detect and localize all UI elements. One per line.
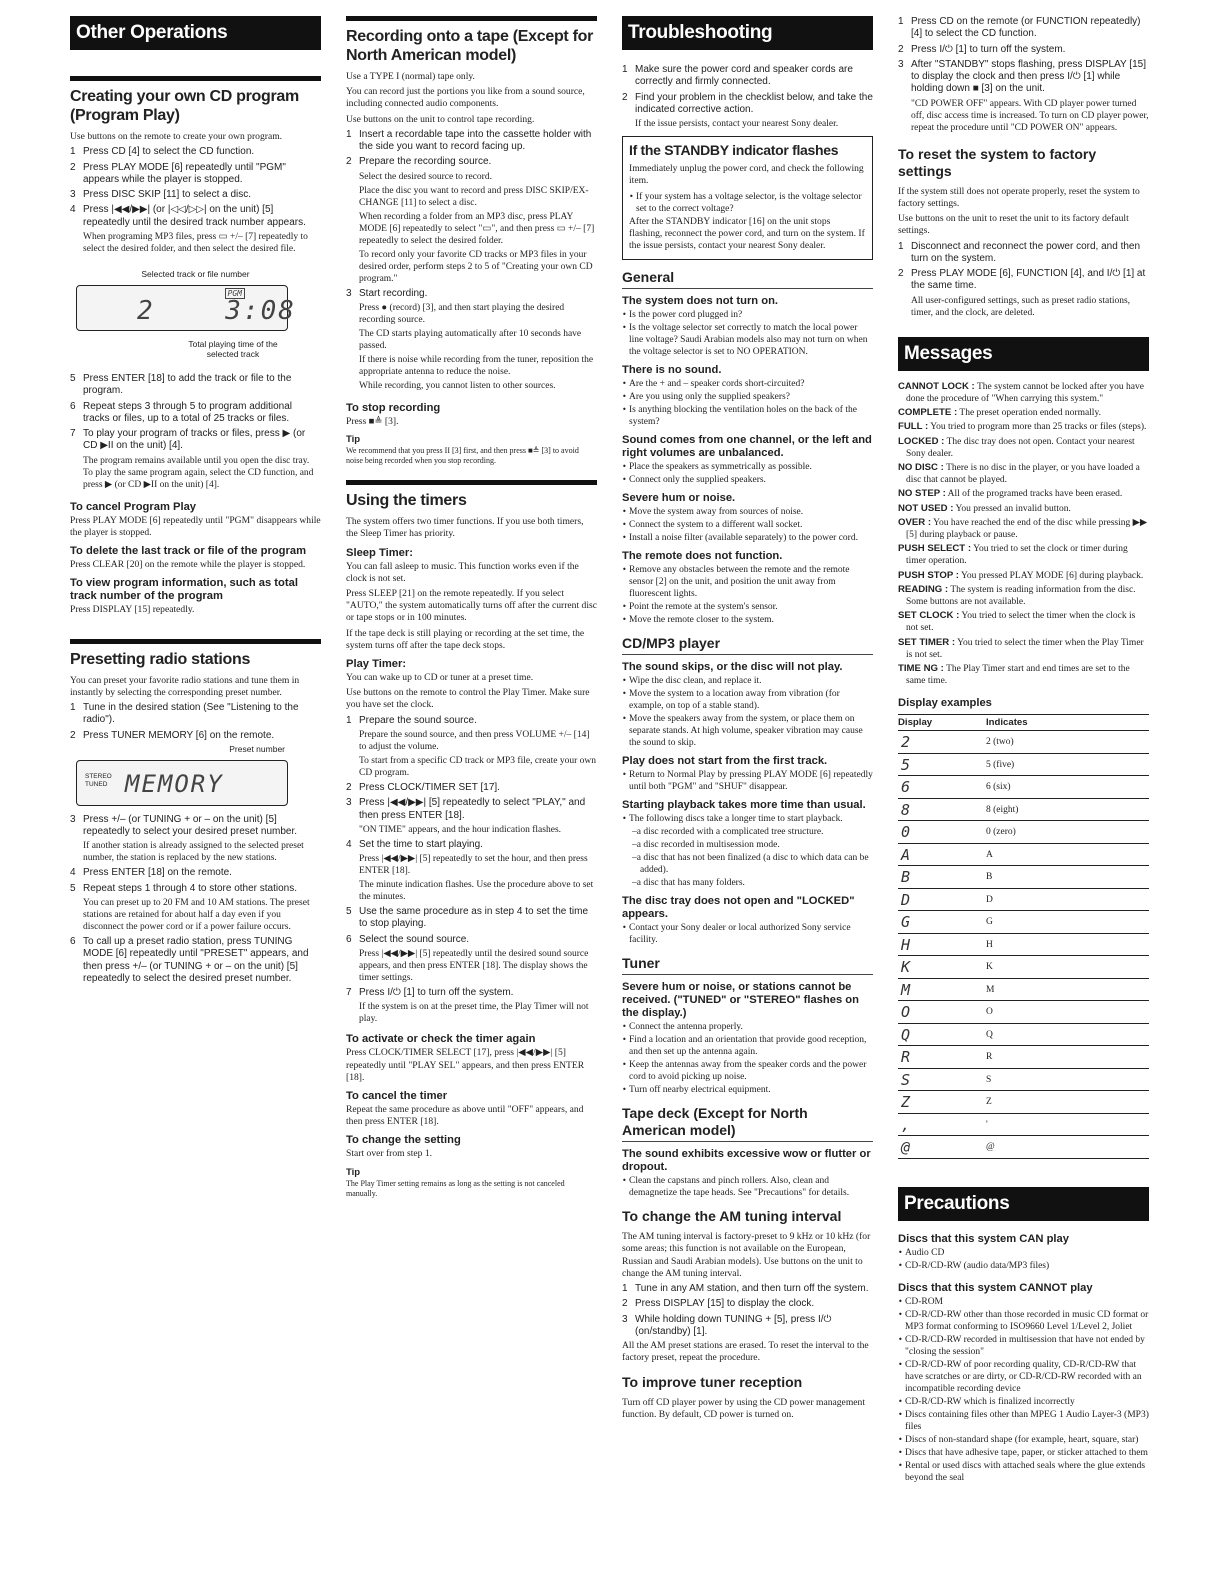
timer-step-6a: Press |◀◀/▶▶| [5] repeatedly until the desired sound source appears, and then press ENTER [18]. The display shows the timer settings. — [359, 949, 589, 984]
tp1-heading: The sound exhibits excessive wow or flutter or dropout. — [622, 1148, 871, 1174]
list-item: • Connect only the supplied speakers. — [622, 474, 873, 486]
preset-step-5: 5 Repeat steps 1 through 4 to store other stations. — [70, 882, 298, 894]
ts-step-1: 1 Make sure the power cord and speaker cords are correctly and firmly connected. — [622, 64, 853, 88]
lcd-display-figure — [76, 285, 296, 331]
heading-am-interval: To change the AM tuning interval — [622, 1208, 842, 1225]
column-1 — [70, 16, 321, 987]
list-item: • Find a location and an orientation that provide good reception, and then set up the antenna again. — [622, 1034, 873, 1058]
preset-step-4: 4 Press ENTER [18] on the remote. — [70, 867, 232, 879]
program-intro: Use buttons on the remote to create your own program. — [70, 131, 283, 142]
list-item: • The following discs take a longer time to start playback. — [622, 813, 873, 825]
list-item: • Discs containing files other than MPEG 1 Audio Layer-3 (MP3) files — [898, 1409, 1149, 1433]
list-item: • Connect the system to a different wall socket. — [622, 519, 873, 531]
heading-cancel-timer: To cancel the timer — [346, 1089, 448, 1102]
list-item: • CD-R/CD-RW which is finalized incorrectly — [898, 1396, 1149, 1408]
list-item: • Remove any obstacles between the remote and the remote sensor [2] on the unit, and position the unit away from fluorescent lights. — [622, 564, 873, 600]
rec-step-2a: Select the desired source to record. — [359, 171, 492, 182]
program-step-5: 5 Press ENTER [18] to add the track or file to the program. — [70, 372, 292, 397]
heading-cannot-play: Discs that this system CANNOT play — [898, 1281, 1093, 1294]
figure-label-total-time: Total playing time of the selected track — [188, 338, 278, 359]
list-item: • Audio CD — [898, 1247, 1149, 1259]
program-step-1: 1 Press CD [4] to select the CD function. — [70, 146, 255, 158]
list-item: • CD-R/CD-RW (audio data/MP3 files) — [898, 1260, 1149, 1272]
list-item: –a disc recorded with a complicated tree structure. — [632, 827, 824, 838]
ts-step-2: 2 Find your problem in the checklist below, and take the indicated corrective action. — [622, 91, 873, 115]
preset-step-1: 1 Tune in the desired station (See "Listening to the radio"). — [70, 701, 299, 726]
timer-step-6: 6 Select the sound source. — [346, 933, 470, 945]
preset-step-5-note: You can preset up to 20 FM and 10 AM stations. The preset stations are retained for about half a day even if you disconnect the power cord or if a power failure occurs. — [83, 898, 310, 933]
list-item: • Place the speakers as symmetrically as possible. — [622, 461, 873, 473]
rec-step-2b: Place the disc you want to record and press DISC SKIP/EX-CHANGE [11] to select a disc. — [359, 185, 589, 208]
reset-t1: If the system still does not operate properly, reset the system to factory settings. — [898, 185, 1140, 209]
table-row: @ @ — [898, 1136, 1149, 1159]
table-row: O O — [898, 1001, 1149, 1024]
text-change-setting: Start over from step 1. — [346, 1148, 433, 1160]
timer-step-1b: To start from a specific CD track or MP3 file, create your own CD program. — [359, 755, 597, 778]
section-title-messages: Messages — [898, 337, 1149, 371]
lcd-memory-readout: MEMORY — [125, 769, 224, 798]
tip-heading: Tip — [346, 1166, 361, 1178]
list-item: • Install a noise filter (available separately) to the power cord. — [622, 532, 873, 544]
table-row: H H — [898, 933, 1149, 956]
table-header-row — [898, 715, 1149, 731]
table-row: G G — [898, 911, 1149, 934]
message-item: NO DISC : There is no disc in the player, or you have loaded a disc that cannot be played. — [898, 462, 1140, 486]
lcd-pgm-indicator: PGM — [225, 288, 245, 299]
table-row: S S — [898, 1068, 1149, 1091]
g3-heading: Sound comes from one channel, or the left and right volumes are unbalanced. — [622, 434, 872, 460]
g5-heading: The remote does not function. — [622, 550, 783, 563]
section-title-precautions: Precautions — [898, 1187, 1149, 1221]
timer-step-1a: Prepare the sound source, and then press VOLUME +/– [14] to adjust the volume. — [359, 729, 590, 752]
column-header-display: Display — [898, 715, 986, 731]
lcd-memory-figure — [76, 760, 288, 806]
column-2 — [346, 16, 597, 1202]
am-t2: All the AM preset stations are erased. To reset the interval to the factory preset, repeat the procedure. — [622, 1340, 869, 1364]
message-item: SET CLOCK : You tried to select the timer when the clock is not set. — [898, 610, 1136, 634]
table-row: A A — [898, 843, 1149, 866]
heading-sleep-timer: Sleep Timer: — [346, 546, 413, 559]
preset-step-3-note: If another station is already assigned to the selected preset number, the station is replaced by the new stations. — [83, 841, 304, 864]
divider — [346, 16, 597, 21]
table-row: 0 0 (zero) — [898, 821, 1149, 844]
g1-heading: The system does not turn on. — [622, 295, 779, 308]
heading-presetting: Presetting radio stations — [70, 650, 251, 668]
cdpower-step-1: 1 Press CD on the remote (or FUNCTION repeatedly) [4] to select the CD function. — [898, 16, 1141, 40]
list-item: • Rental or used discs with attached seals where the glue extends beyond the seal — [898, 1460, 1149, 1484]
rec-step-2d: To record only your favorite CD tracks or MP3 files in your desired order, perform steps 2 to 5 of "Creating your own CD program." — [359, 249, 593, 284]
list-item: • Discs of non-standard shape (for example, heart, square, star) — [898, 1434, 1149, 1446]
preset-step-3: 3 Press +/– (or TUNING + or – on the unit) [5] repeatedly to select your desired preset number. — [70, 813, 298, 838]
timer-step-7: 7 Press I/⏻ [1] to turn off the system. — [346, 987, 514, 999]
rec-step-3b: The CD starts playing automatically after 10 seconds have passed. — [359, 329, 582, 351]
program-step-6: 6 Repeat steps 3 through 5 to program additional tracks or files, up to a total of 25 tracks or files. — [70, 400, 293, 424]
text-view-program: Press DISPLAY [15] repeatedly. — [70, 604, 195, 616]
heading-display-examples: Display examples — [898, 697, 992, 710]
message-item: COMPLETE : The preset operation ended normally. — [898, 407, 1101, 419]
message-item: PUSH STOP : You pressed PLAY MODE [6] during playback. — [898, 569, 1144, 581]
heading-timers: Using the timers — [346, 492, 467, 510]
table-row: B B — [898, 866, 1149, 889]
table-row: 8 8 (eight) — [898, 798, 1149, 821]
tip-heading: Tip — [346, 434, 361, 446]
rec-step-3a: Press ● (record) [3], and then start playing the desired recording source. — [359, 303, 565, 325]
list-item: • Discs that have adhesive tape, paper, or sticker attached to them — [898, 1447, 1149, 1459]
table-row: Z Z — [898, 1091, 1149, 1114]
column-3 — [622, 16, 873, 1424]
list-item: • Are the + and – speaker cords short-circuited? — [622, 378, 873, 390]
list-item: • Clean the capstans and pinch rollers. Also, clean and demagnetize the tape heads. See "Precautions" for details. — [622, 1175, 873, 1199]
program-step-2: 2 Press PLAY MODE [6] repeatedly until "PGM" appears while the player is stopped. — [70, 161, 286, 185]
play-t1: You can wake up to CD or tuner at a preset time. — [346, 672, 534, 684]
sleep-t2: Press SLEEP [21] on the remote repeatedly. If you select "AUTO," the system automatically turns off after the current disc or tape stops or in 100 minutes. — [346, 588, 597, 624]
table-row: M M — [898, 978, 1149, 1001]
c3-heading: Starting playback takes more time than usual. — [622, 799, 866, 812]
am-t1: The AM tuning interval is factory-preset to 9 kHz or 10 kHz (for some areas; this function is not available on the European, Russian and Saudi Arabian models). Use buttons on the unit to change the AM tuning interval. — [622, 1231, 871, 1279]
list-item: • Point the remote at the system's sensor. — [622, 601, 873, 613]
divider — [70, 76, 321, 81]
figure-label-preset-number: Preset number — [229, 743, 285, 754]
list-item: • Connect the antenna properly. — [622, 1021, 873, 1033]
divider — [346, 480, 597, 485]
text-delete-track: Press CLEAR [20] on the remote while the player is stopped. — [70, 559, 306, 571]
list-item: –a disc that has many folders. — [632, 878, 745, 889]
list-item: • Keep the antennas away from the speaker cords and the power cord to avoid picking up noise. — [622, 1059, 873, 1083]
program-step-3: 3 Press DISC SKIP [11] to select a disc. — [70, 189, 252, 201]
list-item: • Is the power cord plugged in? — [622, 309, 873, 321]
timer-step-3a: "ON TIME" appears, and the hour indication flashes. — [359, 824, 562, 835]
standby-box — [622, 136, 873, 260]
rec-step-3d: While recording, you cannot listen to other sources. — [359, 381, 556, 391]
rec-step-3: 3 Start recording. — [346, 287, 428, 299]
program-step-7: 7 To play your program of tracks or files, press ▶ (or CD ▶II on the unit) [4]. — [70, 428, 306, 452]
table-row: K K — [898, 956, 1149, 979]
cdpower-step-2: 2 Press I/⏻ [1] to turn off the system. — [898, 43, 1066, 55]
heading-tape-deck: Tape deck (Except for North American model) — [622, 1105, 873, 1142]
section-title-other-operations: Other Operations — [70, 16, 321, 50]
section-title-troubleshooting: Troubleshooting — [622, 16, 873, 50]
rec-step-2c: When recording a folder from an MP3 disc, press PLAY MODE [6] repeatedly to select "▭", and then press ▭ +/– [7] repeatedly to select the desired folder. — [359, 211, 595, 246]
figure-label-selected-track: Selected track or file number — [141, 268, 250, 279]
program-step-4-note: When programing MP3 files, press ▭ +/– [7] repeatedly to select the desired folder, and then select the desired file. — [83, 231, 308, 254]
divider — [70, 639, 321, 644]
timer-step-4: 4 Set the time to start playing. — [346, 838, 483, 850]
table-row: , ' — [898, 1113, 1149, 1136]
list-item: • Move the system away from sources of noise. — [622, 506, 873, 518]
reset-step-2: 2 Press PLAY MODE [6], FUNCTION [4], and I/⏻ [1] at the same time. — [898, 268, 1146, 292]
g2-heading: There is no sound. — [622, 364, 722, 377]
heading-change-setting: To change the setting — [346, 1134, 461, 1147]
rec-p1: Use a TYPE I (normal) tape only. — [346, 71, 475, 82]
timer-step-5: 5 Use the same procedure as in step 4 to set the time to stop playing. — [346, 906, 589, 930]
list-item: • Move the remote closer to the system. — [622, 614, 873, 626]
rec-step-2: 2 Prepare the recording source. — [346, 156, 492, 168]
heading-delete-track: To delete the last track or file of the program — [70, 545, 307, 558]
heading-recording: Recording onto a tape (Except for North American model) — [346, 28, 594, 64]
lcd-stereo-tuned: STEREO TUNED — [85, 772, 112, 788]
table-row: D D — [898, 888, 1149, 911]
table-row: 6 6 (six) — [898, 776, 1149, 799]
heading-stop-recording: To stop recording — [346, 402, 441, 414]
am-step-2: 2 Press DISPLAY [15] to display the clock. — [622, 1298, 815, 1310]
preset-intro: You can preset your favorite radio stations and tune them in instantly by selecting the corresponding preset number. — [70, 674, 300, 698]
list-item: • Is the voltage selector set correctly to match the local power line voltage? Saudi Arabian models also may not turn on when the voltage selector is set to NO OPERATION. — [622, 322, 873, 358]
tip-recording: We recommend that you press II [3] first, and then press ■≜ [3] to avoid noise being recorded when you stop recording. — [346, 446, 579, 466]
improve-t: Turn off CD player power by using the CD power management function. By default, CD power is turned on. — [622, 1396, 866, 1420]
timer-step-3: 3 Press |◀◀/▶▶| [5] repeatedly to select "PLAY," and then press ENTER [18]. — [346, 797, 586, 821]
list-item: • Move the system to a location away from vibration (for example, on top of a stable stand). — [622, 688, 873, 712]
message-item: READING : The system is reading information from the disc. Some buttons are not available. — [898, 583, 1136, 608]
list-item: • Return to Normal Play by pressing PLAY MODE [6] repeatedly until both "PGM" and "SHUF" disappear. — [622, 769, 873, 793]
c1-heading: The sound skips, or the disc will not play. — [622, 661, 843, 674]
reset-t2: Use buttons on the unit to reset the unit to its factory default settings. — [898, 213, 1129, 237]
rec-step-3c: If there is noise while recording from the tuner, reposition the appropriate antenna to reduce the noise. — [359, 355, 594, 377]
heading-cancel-program: To cancel Program Play — [70, 500, 197, 513]
list-item: • Contact your Sony dealer or local authorized Sony service facility. — [622, 922, 873, 946]
standby-t2: After the STANDBY indicator [16] on the unit stops flashing, reconnect the power cord, and turn on the system. If the issue persists, contact your nearest Sony dealer. — [629, 215, 865, 251]
heading-general: General — [622, 269, 873, 289]
standby-t1: Immediately unplug the power cord, and check the following item. — [629, 163, 864, 187]
list-item: • Are you using only the supplied speakers? — [622, 391, 873, 403]
list-item: • Is anything blocking the ventilation holes on the back of the system? — [622, 404, 873, 428]
list-item: • CD-R/CD-RW of poor recording quality, CD-R/CD-RW that have scratches or are dirty, or CD-R/CD-RW recorded with an incompatible recording device — [898, 1359, 1149, 1395]
rec-p3: Use buttons on the unit to control tape recording. — [346, 113, 535, 125]
reset-step-2-note: All user-configured settings, such as preset radio stations, timer, and the clock, are deleted. — [911, 295, 1131, 318]
heading-cd-mp3: CD/MP3 player — [622, 635, 873, 655]
timer-step-7a: If the system is on at the preset time, the Play Timer will not play. — [359, 1002, 589, 1025]
message-item: LOCKED : The disc tray does not open. Contact your nearest Sony dealer. — [898, 435, 1135, 459]
message-item: SET TIMER : You tried to select the timer when the Play Timer is not set. — [898, 636, 1144, 660]
messages-list — [898, 381, 1149, 688]
list-item: • CD-ROM — [898, 1296, 1149, 1308]
sleep-t3: If the tape deck is still playing or recording at the set time, the system turns off after the tape deck stops. — [346, 627, 585, 651]
timer-step-1: 1 Prepare the sound source. — [346, 714, 477, 726]
reset-step-1: 1 Disconnect and reconnect the power cord, and then turn on the system. — [898, 240, 1141, 264]
cdpower-step-3: 3 After "STANDBY" stops flashing, press DISPLAY [15] to display the clock and then press I/⏻ [1] while holding down ■ [3] on the unit. — [898, 58, 1146, 95]
display-examples-table — [898, 714, 1149, 1159]
program-step-7-note: The program remains available until you open the disc tray. To play the same program again, select the CD function, and press ▶ (or CD ▶II on the unit) [4]. — [83, 455, 314, 490]
heading-tuner: Tuner — [622, 955, 873, 975]
table-row: 2 2 (two) — [898, 731, 1149, 754]
timers-intro: The system offers two timer functions. If you use both timers, the Sleep Timer has priority. — [346, 516, 584, 540]
cdpower-step-3-note: "CD POWER OFF" appears. With CD player power turned off, disc access time is increased. To turn on CD player power, repeat the procedure until "CD POWER ON" appears. — [911, 98, 1149, 133]
timer-step-2: 2 Press CLOCK/TIMER SET [17]. — [346, 781, 500, 793]
tip-timer: The Play Timer setting remains as long as the setting is not canceled manually. — [346, 1178, 565, 1198]
preset-step-2: 2 Press TUNER MEMORY [6] on the remote. — [70, 729, 275, 741]
heading-view-program: To view program information, such as total track number of the program — [70, 577, 298, 603]
program-step-4: 4 Press |◀◀/▶▶| (or |◁◁/▷▷| on the unit) [5] repeatedly until the desired track number appears. — [70, 204, 306, 228]
message-item: PUSH SELECT : You tried to set the clock or timer during timer operation. — [898, 543, 1128, 567]
heading-reset: To reset the system to factory settings — [898, 145, 1097, 179]
ts-step-2-note: If the issue persists, contact your nearest Sony dealer. — [635, 119, 839, 130]
list-item: –a disc that has not been finalized (a disc to which data can be added). — [632, 853, 869, 876]
column-header-indicates: Indicates — [986, 715, 1149, 731]
standby-bullet: • If your system has a voltage selector, is the voltage selector set to the correct voltage? — [629, 191, 866, 215]
list-item: –a disc recorded in multisession mode. — [632, 840, 780, 851]
message-item: NO STEP : All of the programed tracks have been erased. — [898, 488, 1123, 500]
g4-heading: Severe hum or noise. — [622, 492, 736, 505]
message-item: CANNOT LOCK : The system cannot be locked after you have done the procedure of "When carrying this system." — [898, 380, 1144, 404]
text-cancel-program: Press PLAY MODE [6] repeatedly until "PGM" disappears while the player is stopped. — [70, 514, 321, 538]
timer-step-4b: The minute indication flashes. Use the procedure above to set the minutes. — [359, 880, 594, 903]
heading-program-play: Creating your own CD program (Program Play) — [70, 88, 299, 124]
table-row: R R — [898, 1046, 1149, 1069]
c2-heading: Play does not start from the first track. — [622, 755, 828, 768]
list-item: • Wipe the disc clean, and replace it. — [622, 675, 873, 687]
t1-heading: Severe hum or noise, or stations cannot be received. ("TUNED" or "STEREO" flashes on the display.) — [622, 981, 859, 1020]
heading-improve-tuner: To improve tuner reception — [622, 1373, 803, 1390]
list-item: • CD-R/CD-RW other than those recorded in music CD format or MP3 format conforming to ISO9660 Level 1/Level 2, Joliet — [898, 1309, 1149, 1333]
play-t2: Use buttons on the remote to control the Play Timer. Make sure you have set the clock. — [346, 687, 590, 711]
am-step-3: 3 While holding down TUNING + [5], press I/⏻ (on/standby) [1]. — [622, 1313, 832, 1337]
column-4 — [898, 16, 1149, 1485]
list-item: • CD-R/CD-RW recorded in multisession that have not ended by "closing the session" — [898, 1334, 1149, 1358]
timer-step-4a: Press |◀◀/▶▶| [5] repeatedly to set the hour, and then press ENTER [18]. — [359, 854, 588, 877]
table-row: 5 5 (five) — [898, 753, 1149, 776]
message-item: NOT USED : You pressed an invalid button. — [898, 502, 1071, 514]
am-step-1: 1 Tune in any AM station, and then turn off the system. — [622, 1283, 869, 1295]
text-cancel-timer: Repeat the same procedure as above until "OFF" appears, and then press ENTER [18]. — [346, 1103, 584, 1128]
preset-step-6: 6 To call up a preset radio station, press TUNING MODE [6] repeatedly until "PRESET" appears, and then press +/– (or TUNING + or – on the unit) [5] repeatedly to select the desired preset number. — [70, 936, 309, 984]
list-item: • Move the speakers away from the system, or place them on separate stands. At high volume, speaker vibration may cause the sound to skip. — [622, 713, 873, 749]
heading-activate-timer: To activate or check the timer again — [346, 1033, 536, 1046]
table-row: Q Q — [898, 1023, 1149, 1046]
c4-heading: The disc tray does not open and "LOCKED" appears. — [622, 895, 855, 921]
text-stop-recording: Press ■≜ [3]. — [346, 416, 399, 427]
list-item: • Turn off nearby electrical equipment. — [622, 1084, 873, 1096]
heading-play-timer: Play Timer: — [346, 658, 407, 671]
text-activate-timer: Press CLOCK/TIMER SELECT [17], press |◀◀/▶▶| [5] repeatedly until "PLAY SEL" appears, and then press ENTER [18]. — [346, 1047, 585, 1083]
message-item: FULL : You tried to program more than 25 tracks or files (steps). — [898, 421, 1147, 433]
rec-step-1: 1 Insert a recordable tape into the cassette holder with the side you want to record facing up. — [346, 128, 592, 153]
lcd-readout: 2 3:08 — [137, 295, 296, 326]
heading-standby: If the STANDBY indicator flashes — [629, 142, 839, 159]
sleep-t1: You can fall asleep to music. This function works even if the clock is not set. — [346, 560, 579, 584]
message-item: OVER : You have reached the end of the disc while pressing ▶▶ [5] during playback or pause. — [898, 516, 1148, 541]
rec-p2: You can record just the portions you like from a sound source, including connected audio components. — [346, 86, 585, 110]
heading-can-play: Discs that this system CAN play — [898, 1232, 1069, 1245]
message-item: TIME NG : The Play Timer start and end times are set to the same time. — [898, 663, 1130, 687]
